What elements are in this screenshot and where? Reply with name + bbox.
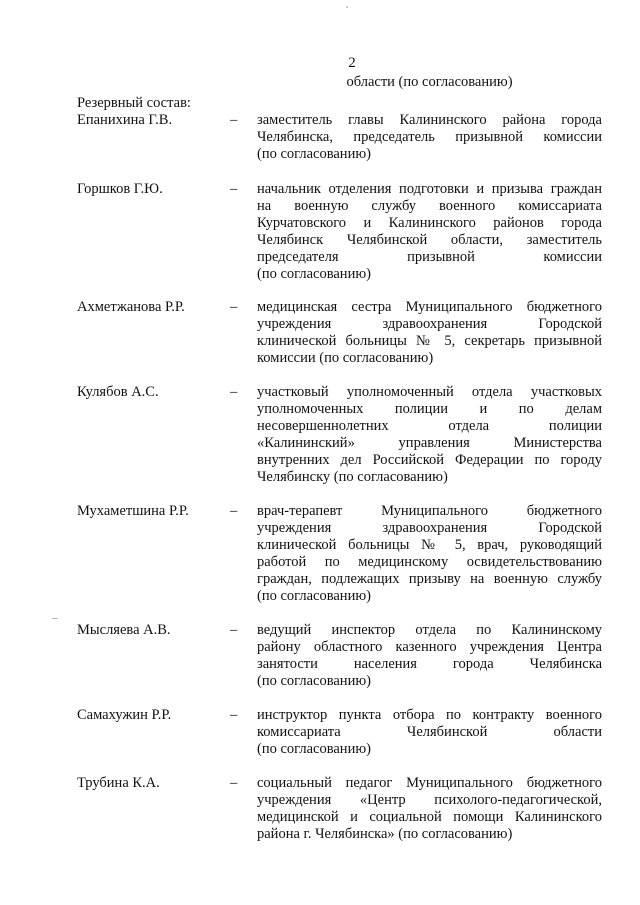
description-line: работой по медицинскому освидетельствованию xyxy=(257,554,602,570)
member-list xyxy=(77,112,602,843)
description-line: комиссариата Челябинской области xyxy=(257,724,602,740)
description-line: клинической больницы № 5, врач, руководящий xyxy=(257,537,602,553)
member-entry xyxy=(77,112,602,163)
member-description xyxy=(257,299,602,367)
member-entry xyxy=(77,707,602,758)
member-dash: – xyxy=(230,775,238,791)
description-line: врач-терапевт Муниципального бюджетного xyxy=(257,503,602,519)
reserve-heading: Резервный состав: xyxy=(77,95,191,111)
member-name: Епанихина Г.В. xyxy=(77,112,173,128)
member-name: Мухаметшина Р.Р. xyxy=(77,503,189,519)
member-name: Самахужин Р.Р. xyxy=(77,707,172,723)
description-line: Челябинск Челябинской области, заместитель xyxy=(257,232,602,248)
member-dash: – xyxy=(230,622,238,638)
continuation-text: области (по согласованию) xyxy=(346,74,513,90)
description-line: уполномоченных полиции и по делам xyxy=(257,401,602,417)
description-line: медицинская сестра Муниципального бюджетного xyxy=(257,299,602,315)
description-line: района г. Челябинска» (по согласованию) xyxy=(257,826,513,842)
description-line: «Калининский» управления Министерства xyxy=(257,435,602,451)
member-entry xyxy=(77,299,602,367)
member-entry xyxy=(77,181,602,283)
description-line: председателя призывной комиссии xyxy=(257,249,602,265)
description-line: клинической больницы № 5, секретарь призывной xyxy=(257,333,602,349)
description-line: учреждения «Центр психолого-педагогической, xyxy=(257,792,602,808)
description-line: заместитель главы Калининского района города xyxy=(257,112,602,128)
member-dash: – xyxy=(230,503,238,519)
description-line: на военную службу военного комиссариата xyxy=(257,198,602,214)
description-line: (по согласованию) xyxy=(257,588,371,604)
member-dash: – xyxy=(230,707,238,723)
description-line: медицинской и социальной помощи Калининского xyxy=(257,809,602,825)
member-entry xyxy=(77,503,602,605)
member-dash: – xyxy=(230,181,238,197)
member-entry xyxy=(77,622,602,690)
member-name: Ахметжанова Р.Р. xyxy=(77,299,185,315)
description-line: граждан, подлежащих призыву на военную службу xyxy=(257,571,602,587)
member-name: Трубина К.А. xyxy=(77,775,160,791)
description-line: социальный педагог Муниципального бюджетного xyxy=(257,775,602,791)
scan-artifact xyxy=(346,6,348,8)
description-line: учреждения здравоохранения Городской xyxy=(257,520,602,536)
member-dash: – xyxy=(230,299,238,315)
description-line: (по согласованию) xyxy=(257,741,371,757)
member-dash: – xyxy=(230,112,238,128)
description-line: несовершеннолетних отдела полиции xyxy=(257,418,602,434)
description-line: Челябинска, председатель призывной комиссии xyxy=(257,129,602,145)
member-name: Мысляева А.В. xyxy=(77,622,171,638)
member-name: Кулябов А.С. xyxy=(77,384,159,400)
description-line: занятости населения города Челябинска xyxy=(257,656,602,672)
description-line: Челябинску (по согласованию) xyxy=(257,469,448,485)
description-line: (по согласованию) xyxy=(257,266,371,282)
member-description xyxy=(257,112,602,163)
description-line: району областного казенного учреждения Центра xyxy=(257,639,602,655)
member-description xyxy=(257,181,602,283)
description-line: учреждения здравоохранения Городской xyxy=(257,316,602,332)
description-line: начальник отделения подготовки и призыва граждан xyxy=(257,181,602,197)
description-line: участковый уполномоченный отдела участковых xyxy=(257,384,602,400)
description-line: ведущий инспектор отдела по Калининскому xyxy=(257,622,602,638)
margin-mark xyxy=(52,618,58,619)
description-line: инструктор пункта отбора по контракту военного xyxy=(257,707,602,723)
member-description xyxy=(257,384,602,486)
description-line: Курчатовского и Калининского районов города xyxy=(257,215,602,231)
member-entry xyxy=(77,384,602,486)
member-name: Горшков Г.Ю. xyxy=(77,181,163,197)
description-line: (по согласованию) xyxy=(257,673,371,689)
description-line: (по согласованию) xyxy=(257,146,371,162)
page-number: 2 xyxy=(348,55,356,71)
member-entry xyxy=(77,775,602,843)
description-line: внутренних дел Российской Федерации по городу xyxy=(257,452,602,468)
member-description xyxy=(257,503,602,605)
member-description xyxy=(257,707,602,758)
member-dash: – xyxy=(230,384,238,400)
member-description xyxy=(257,622,602,690)
description-line: комиссии (по согласованию) xyxy=(257,350,434,366)
member-description xyxy=(257,775,602,843)
